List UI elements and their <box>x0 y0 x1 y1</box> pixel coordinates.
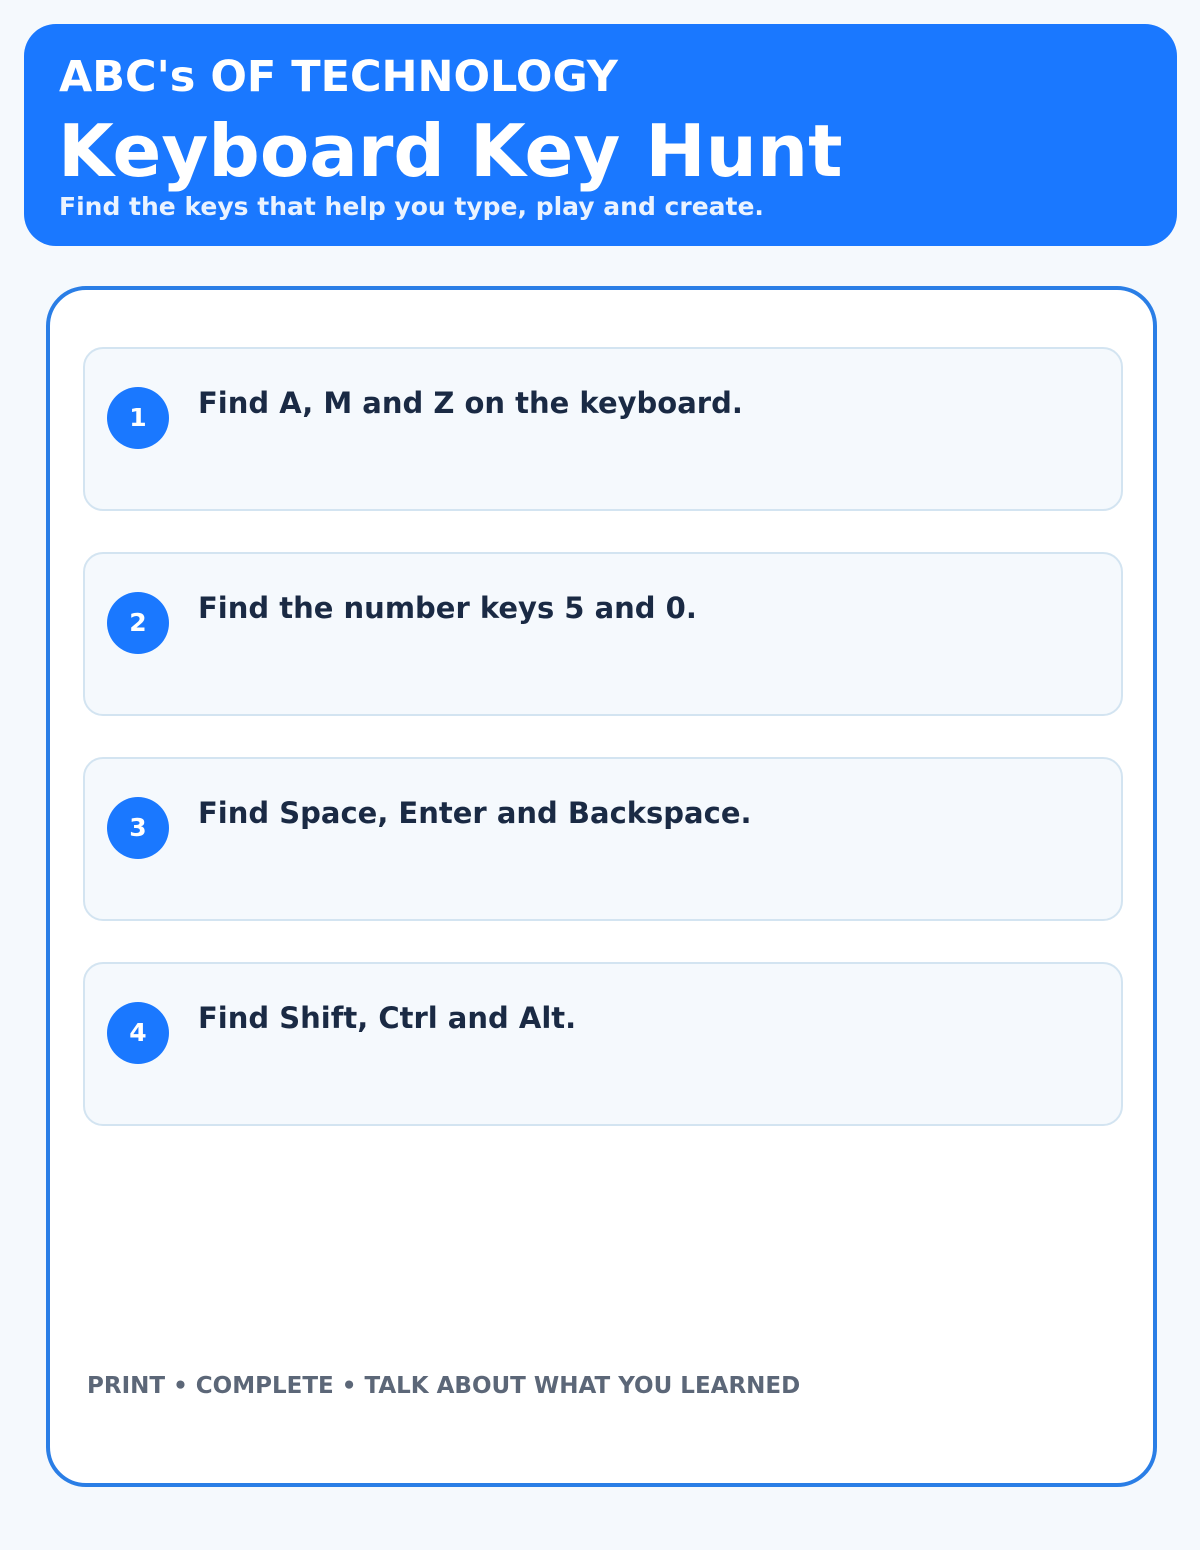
task-text: Find Space, Enter and Backspace. <box>198 796 752 830</box>
task-item-1 <box>83 347 1123 511</box>
page-subtitle: Find the keys that help you type, play and create. <box>59 192 764 221</box>
task-text: Find Shift, Ctrl and Alt. <box>198 1001 577 1035</box>
task-number-badge: 4 <box>107 1002 169 1064</box>
task-number-badge: 1 <box>107 387 169 449</box>
page-title: Keyboard Key Hunt <box>58 109 843 193</box>
task-item-3 <box>83 757 1123 921</box>
footer-instructions: PRINT • COMPLETE • TALK ABOUT WHAT YOU LEARNED <box>87 1373 801 1399</box>
task-number-badge: 3 <box>107 797 169 859</box>
series-title: ABC's OF TECHNOLOGY <box>59 52 618 102</box>
worksheet-card <box>46 286 1157 1487</box>
task-text: Find A, M and Z on the keyboard. <box>198 386 743 420</box>
task-text: Find the number keys 5 and 0. <box>198 591 697 625</box>
task-number-badge: 2 <box>107 592 169 654</box>
task-item-4 <box>83 962 1123 1126</box>
worksheet-header <box>24 24 1177 246</box>
task-item-2 <box>83 552 1123 716</box>
